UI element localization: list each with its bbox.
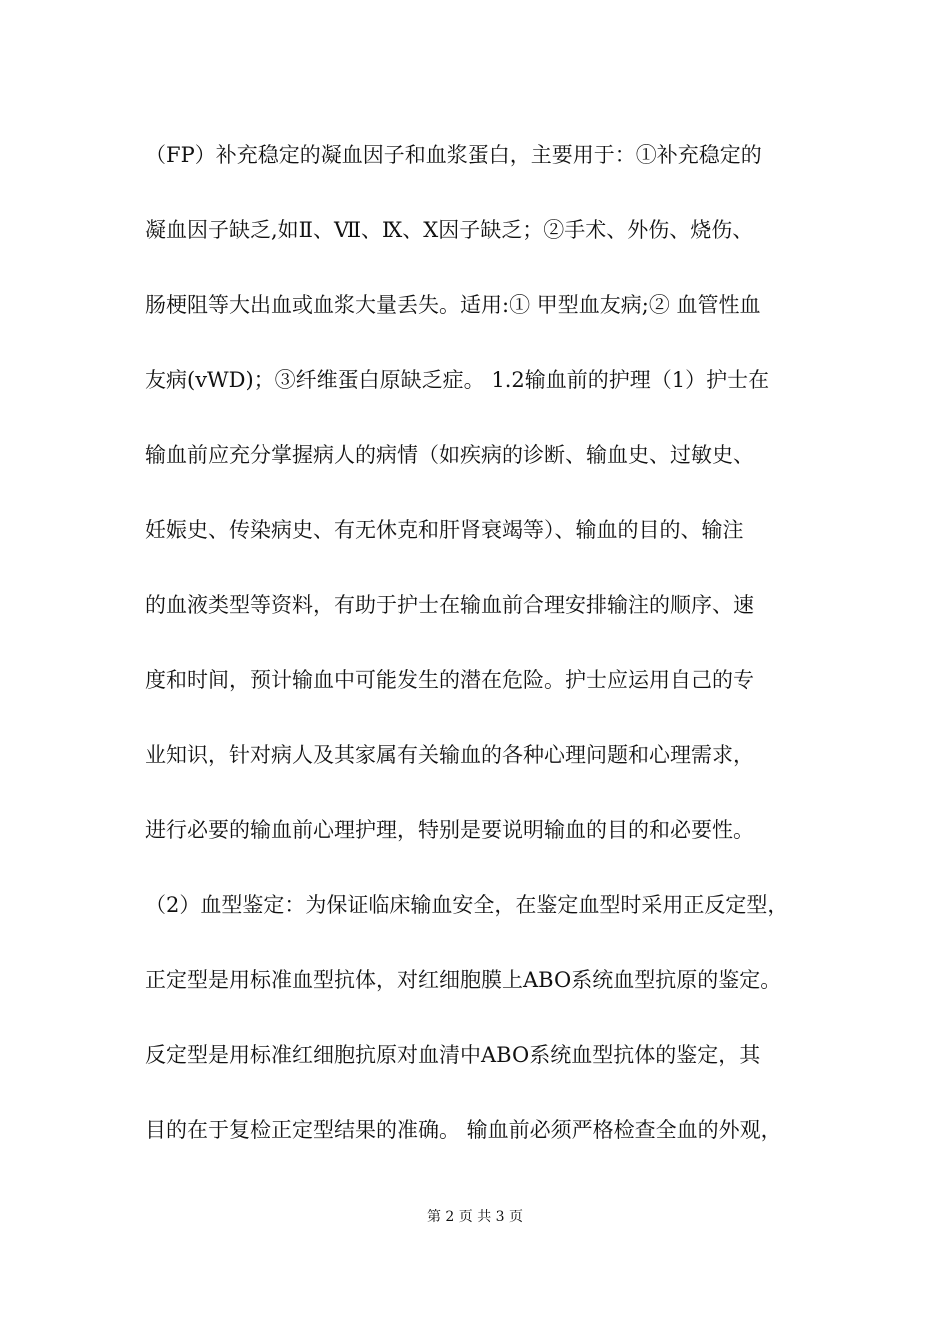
- body-text-line: 反定型是用标准红细胞抗原对血清中ABO系统血型抗体的鉴定，其: [145, 1043, 761, 1067]
- body-text-line: 正定型是用标准血型抗体，对红细胞膜上ABO系统血型抗原的鉴定。: [145, 968, 782, 992]
- body-text-line: 妊娠史、传染病史、有无休克和肝肾衰竭等）、输血的目的、输注: [145, 518, 744, 542]
- body-text-line: 的血液类型等资料，有助于护士在输血前合理安排输注的顺序、速: [145, 593, 754, 617]
- body-text-line: 凝血因子缺乏,如Ⅱ、Ⅶ、Ⅸ、Ⅹ因子缺乏；②手术、外伤、烧伤、: [145, 218, 754, 242]
- body-text-line: 进行必要的输血前心理护理，特别是要说明输血的目的和必要性。: [145, 818, 754, 842]
- body-text-line: 友病(vWD)；③纤维蛋白原缺乏症。 1.2输血前的护理（1）护士在: [145, 368, 770, 392]
- body-text-line: 输血前应充分掌握病人的病情（如疾病的诊断、输血史、过敏史、: [145, 443, 754, 467]
- body-text-line: 度和时间，预计输血中可能发生的潜在危险。护士应运用自己的专: [145, 668, 754, 692]
- body-text-line: 目的在于复检正定型结果的准确。 输血前必须严格检查全血的外观，: [145, 1118, 782, 1142]
- body-text-line: （2）血型鉴定：为保证临床输血安全，在鉴定血型时采用正反定型，: [145, 893, 789, 917]
- body-text-line: （FP）补充稳定的凝血因子和血浆蛋白，主要用于：①补充稳定的: [145, 143, 762, 167]
- page-number-footer: 第 2 页 共 3 页: [426, 1209, 524, 1225]
- body-text-line: 肠梗阻等大出血或血浆大量丢失。适用:① 甲型血友病;② 血管性血: [145, 293, 761, 317]
- body-text-line: 业知识，针对病人及其家属有关输血的各种心理问题和心理需求，: [145, 743, 754, 767]
